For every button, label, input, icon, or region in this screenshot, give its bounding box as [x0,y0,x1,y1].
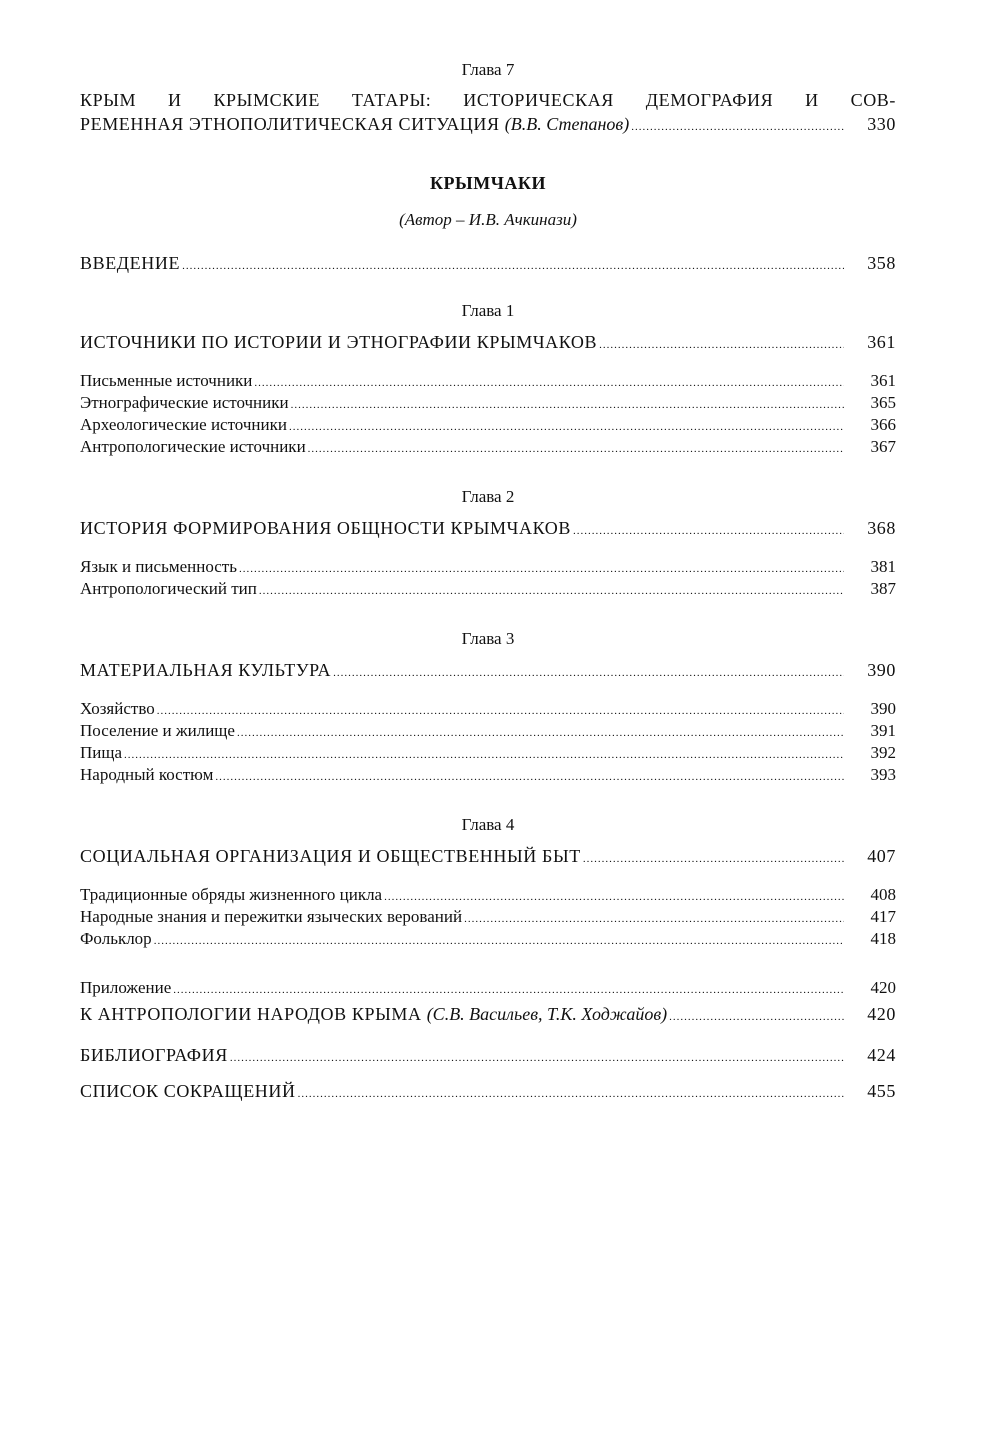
toc-item-title: Фольклор [80,929,152,948]
chapter-3-label: Глава 3 [461,629,515,648]
toc-item-title: Письменные источники [80,371,253,390]
intro-entry[interactable] [80,251,896,275]
intro-page: 358 [867,253,896,273]
leader-dots [182,254,844,278]
leader-dots [308,438,844,460]
leader-dots [230,1046,844,1070]
chapter-2-title: ИСТОРИЯ ФОРМИРОВАНИЯ ОБЩНОСТИ КРЫМЧАКОВ [80,518,571,538]
anthro-page: 420 [867,1004,896,1024]
toc-item[interactable] [80,742,896,764]
chapter-4-page: 407 [867,846,896,866]
toc-item-page: 361 [870,371,896,390]
abbreviations-entry[interactable] [80,1079,896,1103]
toc-page [80,0,896,1450]
toc-item-page: 365 [870,393,896,412]
toc-item-page: 391 [870,721,896,740]
toc-item-title: Народный костюм [80,765,214,784]
leader-dots [298,1082,844,1106]
chapter-2-page: 368 [867,518,896,538]
leader-dots [157,700,844,722]
leader-dots [173,979,844,1001]
toc-item[interactable] [80,556,896,578]
leader-dots [215,766,844,788]
chapter-2-items [80,556,896,600]
leader-dots [124,744,844,766]
chapter-7-entry[interactable] [80,112,896,136]
abbreviations-title: СПИСОК СОКРАЩЕНИЙ [80,1081,296,1101]
chapter-2-label: Глава 2 [461,487,515,506]
toc-item-page: 393 [870,765,896,784]
toc-item-page: 366 [870,415,896,434]
appendix-title: Приложение [80,978,172,997]
toc-item-title: Антропологические источники [80,437,306,456]
anthro-author: (С.В. Васильев, Т.К. Ходжайов) [426,1004,668,1024]
section-title: КРЫМЧАКИ [430,173,546,193]
toc-item[interactable] [80,370,896,392]
toc-item-page: 408 [870,885,896,904]
toc-item[interactable] [80,698,896,720]
chapter-3-items [80,698,896,786]
chapter-7-author: (В.В. Степанов) [504,114,630,134]
toc-item-title: Народные знания и пережитки языческих верований [80,907,463,926]
leader-dots [631,115,844,139]
chapter-1-page: 361 [867,332,896,352]
anthro-entry[interactable] [80,1002,896,1026]
chapter-1-entry[interactable] [80,330,896,354]
toc-item-title: Поселение и жилище [80,721,235,740]
toc-item-title: Пища [80,743,123,762]
abbreviations-page: 455 [867,1081,896,1101]
chapter-3-entry[interactable] [80,658,896,682]
toc-item-title: Язык и письменность [80,557,237,576]
toc-item-page: 381 [870,557,896,576]
chapter-7-title-line1: КРЫМ И КРЫМСКИЕ ТАТАРЫ: ИСТОРИЧЕСКАЯ ДЕМОГРАФИЯ И СОВ- [80,90,896,110]
toc-item-title: Этнографические источники [80,393,289,412]
toc-item-page: 417 [870,907,896,926]
chapter-3-page: 390 [867,660,896,680]
leader-dots [259,580,844,602]
toc-item-page: 387 [870,579,896,598]
leader-dots [154,930,844,952]
toc-item-title: Хозяйство [80,699,155,718]
toc-item-title: Антропологический тип [80,579,257,598]
leader-dots [599,333,844,357]
anthro-title: К АНТРОПОЛОГИИ НАРОДОВ КРЫМА [80,1004,422,1024]
toc-item-page: 390 [870,699,896,718]
toc-item[interactable] [80,436,896,458]
toc-item-page: 367 [870,437,896,456]
appendix-page: 420 [870,978,896,997]
chapter-4-items [80,884,896,950]
leader-dots [333,661,844,685]
toc-item-page: 418 [870,929,896,948]
toc-item-title: Археологические источники [80,415,287,434]
chapter-3-title: МАТЕРИАЛЬНАЯ КУЛЬТУРА [80,660,332,680]
toc-item[interactable] [80,578,896,600]
chapter-1-items [80,370,896,458]
leader-dots [669,1005,844,1029]
bibliography-entry[interactable] [80,1043,896,1067]
chapter-7-page: 330 [867,114,896,134]
appendix-entry[interactable] [80,977,896,999]
leader-dots [239,558,844,580]
bibliography-page: 424 [867,1045,896,1065]
chapter-1-label: Глава 1 [461,301,515,320]
toc-item[interactable] [80,764,896,786]
chapter-7-label: Глава 7 [461,60,515,79]
chapter-4-title: СОЦИАЛЬНАЯ ОРГАНИЗАЦИЯ И ОБЩЕСТВЕННЫЙ БЫТ [80,846,581,866]
chapter-4-entry[interactable] [80,844,896,868]
leader-dots [573,519,844,543]
leader-dots [384,886,844,908]
section-author-text: (Автор – И.В. Ачкинази) [399,210,577,229]
leader-dots [289,416,844,438]
toc-item[interactable] [80,906,896,928]
toc-item[interactable] [80,720,896,742]
leader-dots [291,394,844,416]
chapter-4-label: Глава 4 [461,815,515,834]
intro-title: ВВЕДЕНИЕ [80,253,181,273]
leader-dots [583,847,844,871]
chapter-2-entry[interactable] [80,516,896,540]
leader-dots [237,722,844,744]
chapter-7-title-line2: РЕМЕННАЯ ЭТНОПОЛИТИЧЕСКАЯ СИТУАЦИЯ [80,114,500,134]
leader-dots [254,372,844,394]
bibliography-title: БИБЛИОГРАФИЯ [80,1045,228,1065]
toc-item[interactable] [80,884,896,906]
leader-dots [464,908,844,930]
toc-item-page: 392 [870,743,896,762]
section-author [80,209,896,231]
toc-item[interactable] [80,414,896,436]
toc-item-title: Традиционные обряды жизненного цикла [80,885,383,904]
toc-item[interactable] [80,928,896,950]
chapter-1-title: ИСТОЧНИКИ ПО ИСТОРИИ И ЭТНОГРАФИИ КРЫМЧАКОВ [80,332,598,352]
toc-item[interactable] [80,392,896,414]
